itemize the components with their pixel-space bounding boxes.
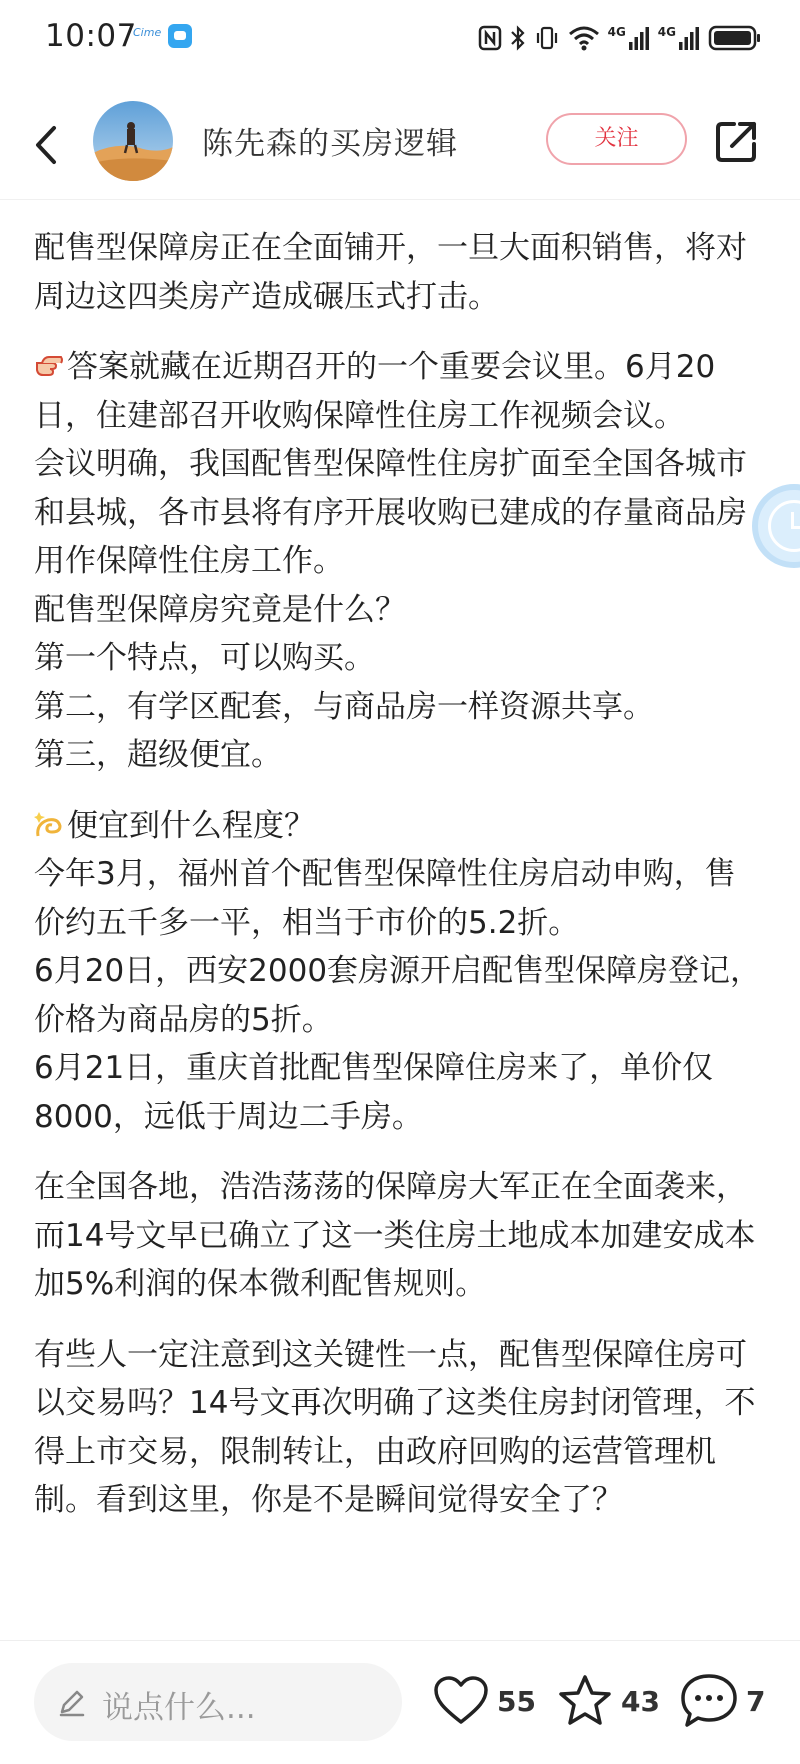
paragraph: 6月20日，西安2000套房源开启配售型保障房登记，价格为商品房的5折。 xyxy=(34,953,762,1038)
avatar-image xyxy=(93,101,173,181)
author-name[interactable]: 陈先森的买房逻辑 xyxy=(202,126,458,162)
bluetooth-icon xyxy=(510,25,526,51)
paragraph-text: 答案就藏在近期召开的一个重要会议里。6月20日，住建部召开收购保障性住房工作视频会议。 xyxy=(34,349,716,434)
paragraph: 有些人一定注意到这关键性一点，配售型保障住房可以交易吗？14号文再次明确了这类住房封闭管理，不得上市交易，限制转让，由政府回购的运营管理机制。看到这里，你是不是瞬间觉得安全了？ xyxy=(34,1336,756,1518)
share-icon[interactable] xyxy=(712,118,760,166)
paragraph-text: 便宜到什么程度？ xyxy=(67,807,315,844)
paragraph: 第二，有学区配套，与商品房一样资源共享。 xyxy=(34,688,654,725)
paragraph: 6月21日，重庆首批配售型保障住房来了，单价仅8000，远低于周边二手房。 xyxy=(34,1050,714,1135)
status-time: 10:07 xyxy=(45,18,137,54)
notification-app-icon: Cime xyxy=(133,26,162,39)
author-avatar[interactable] xyxy=(93,101,173,181)
paragraph: 配售型保障房究竟是什么？ xyxy=(34,591,406,628)
pencil-icon xyxy=(56,1686,88,1718)
pointing-hand-icon xyxy=(34,351,64,381)
comment-button[interactable] xyxy=(680,1671,765,1731)
paragraph: 在全国各地，浩浩荡荡的保障房大军正在全面袭来，而14号文早已确立了这一类住房土地成本加建安成本加5%利润的保本微利配售规则。 xyxy=(34,1169,756,1302)
chevron-left-icon[interactable] xyxy=(28,120,68,170)
like-button[interactable] xyxy=(433,1671,536,1731)
top-nav-bar xyxy=(0,90,800,200)
chat-app-icon xyxy=(168,24,192,48)
nfc-icon xyxy=(478,25,502,51)
network-type-2: 4G xyxy=(657,25,676,39)
signal-4g-icon-2 xyxy=(658,26,700,50)
battery-icon xyxy=(708,24,762,52)
comment-input[interactable] xyxy=(34,1663,402,1741)
paragraph: 第一个特点，可以购买。 xyxy=(34,640,375,676)
star-icon xyxy=(557,1674,613,1728)
favorite-count: 43 xyxy=(621,1684,660,1718)
heart-icon xyxy=(433,1676,489,1726)
status-bar xyxy=(0,0,800,78)
vibrate-icon xyxy=(534,25,560,51)
dizzy-icon xyxy=(34,810,64,840)
bottom-action-bar xyxy=(0,1640,800,1764)
article-body xyxy=(34,224,764,1525)
comment-count: 7 xyxy=(746,1684,766,1718)
favorite-button[interactable] xyxy=(557,1671,660,1731)
paragraph: 第三，超级便宜。 xyxy=(34,737,282,773)
paragraph-with-emoji xyxy=(34,802,764,851)
paragraph-with-emoji xyxy=(34,343,764,440)
comment-placeholder: 说点什么... xyxy=(102,1690,256,1726)
paragraph: 配售型保障房正在全面铺开，一旦大面积销售，将对周边这四类房产造成碾压式打击。 xyxy=(34,230,747,315)
like-count: 55 xyxy=(497,1684,536,1718)
signal-4g-icon-1 xyxy=(608,26,650,50)
paragraph: 今年3月，福州首个配售型保障性住房启动申购，售价约五千多一平，相当于市价的5.2折。 xyxy=(34,856,736,941)
comment-bubble-icon xyxy=(680,1673,738,1729)
network-type-1: 4G xyxy=(607,25,626,39)
follow-button[interactable]: 关注 xyxy=(546,113,687,165)
paragraph: 会议明确，我国配售型保障性住房扩面至全国各城市和县城，各市县将有序开展收购已建成的存量商品房用作保障性住房工作。 xyxy=(34,446,747,579)
status-icons xyxy=(478,20,762,56)
wifi-icon xyxy=(568,25,600,51)
